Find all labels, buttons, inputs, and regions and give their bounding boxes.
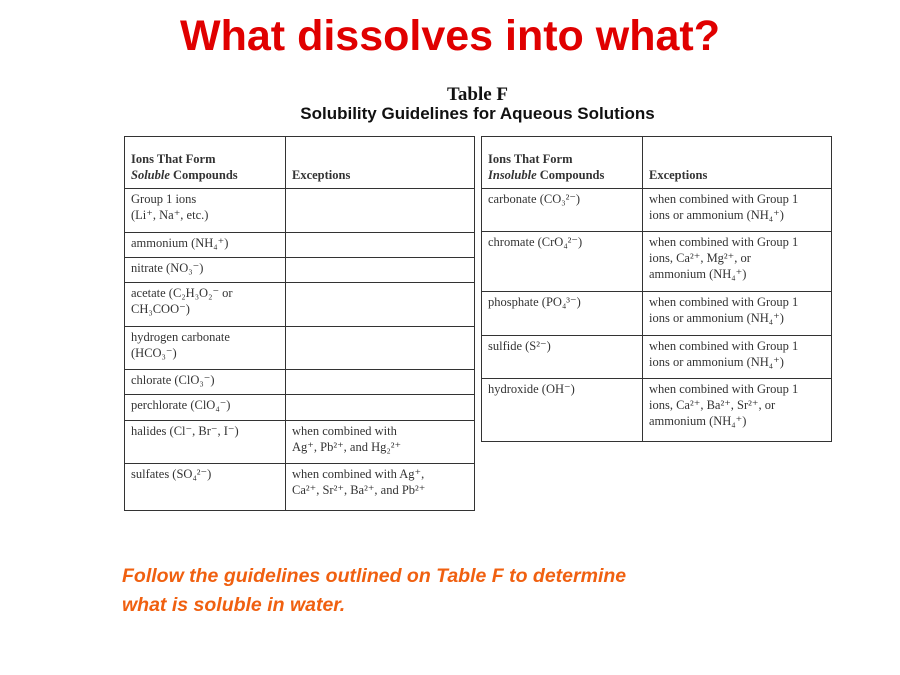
ion-name: Group 1 ions xyxy=(131,192,197,206)
exception-cell xyxy=(286,283,475,327)
table-row xyxy=(125,327,475,370)
header-italic-word: Insoluble xyxy=(488,168,537,182)
exception-cell xyxy=(286,327,475,370)
ion-name-cont: CH₃COO⁻) xyxy=(131,302,190,316)
ion-name: nitrate (NO₃⁻) xyxy=(125,258,286,283)
exception-cell xyxy=(286,370,475,395)
exception-cell xyxy=(286,189,475,233)
ion-name: sulfide (S²⁻) xyxy=(482,336,643,379)
soluble-compounds-table xyxy=(124,136,475,511)
table-row xyxy=(482,379,832,442)
table-row xyxy=(125,421,475,464)
ion-name: ammonium (NH₄⁺) xyxy=(125,233,286,258)
ion-name: sulfates (SO₄²⁻) xyxy=(125,464,286,511)
exception-text-cont: ions, Ca²⁺, Mg²⁺, or xyxy=(649,251,751,265)
table-row xyxy=(125,233,475,258)
insoluble-compounds-table xyxy=(481,136,832,442)
exception-text: when combined with Group 1 xyxy=(649,382,799,396)
header-rest: Compounds xyxy=(169,168,238,182)
exception-cell xyxy=(286,233,475,258)
ion-name: phosphate (PO₄³⁻) xyxy=(482,292,643,336)
table-row xyxy=(125,370,475,395)
table-row xyxy=(125,283,475,327)
exception-text-cont: Ag⁺, Pb²⁺, and Hg₂²⁺ xyxy=(292,440,402,454)
table-header-row xyxy=(482,137,832,189)
exception-text: when combined with xyxy=(292,424,397,438)
ion-name: acetate (C₂H₃O₂⁻ or xyxy=(131,286,233,300)
header-line: Ions That Form xyxy=(488,152,573,166)
table-label: Table F xyxy=(446,84,509,105)
exception-text-cont: ions or ammonium (NH₄⁺) xyxy=(649,311,784,325)
table-row xyxy=(482,336,832,379)
insoluble-ions-header xyxy=(482,137,643,189)
exception-text: when combined with Group 1 xyxy=(649,192,799,206)
table-row xyxy=(482,292,832,336)
footnote-line: Follow the guidelines outlined on Table F to determine xyxy=(122,565,627,587)
header-line: Ions That Form xyxy=(131,152,216,166)
ion-name: hydroxide (OH⁻) xyxy=(482,379,643,442)
table-row xyxy=(482,232,832,292)
ion-name: chlorate (ClO₃⁻) xyxy=(125,370,286,395)
ion-name-cont: (Li⁺, Na⁺, etc.) xyxy=(131,208,209,222)
ion-name: halides (Cl⁻, Br⁻, I⁻) xyxy=(125,421,286,464)
table-row xyxy=(125,464,475,511)
footnote xyxy=(122,562,822,620)
ion-name: carbonate (CO₃²⁻) xyxy=(482,189,643,232)
exception-text: when combined with Group 1 xyxy=(649,339,799,353)
exception-text-cont: ammonium (NH₄⁺) xyxy=(649,414,747,428)
exception-text-cont: Ca²⁺, Sr²⁺, Ba²⁺, and Pb²⁺ xyxy=(292,483,426,497)
exception-cell xyxy=(286,395,475,421)
ion-name-cont: (HCO₃⁻) xyxy=(131,346,177,360)
exception-text: when combined with Ag⁺, xyxy=(292,467,425,481)
header-italic-word: Soluble xyxy=(131,168,170,182)
soluble-exceptions-header: Exceptions xyxy=(286,137,475,189)
table-row xyxy=(125,258,475,283)
ion-name: hydrogen carbonate xyxy=(131,330,230,344)
soluble-ions-header xyxy=(125,137,286,189)
table-row xyxy=(482,189,832,232)
table-header-row xyxy=(125,137,475,189)
table-row xyxy=(125,395,475,421)
exception-text: when combined with Group 1 xyxy=(649,235,799,249)
ion-name: perchlorate (ClO₄⁻) xyxy=(125,395,286,421)
exception-text-cont: ions or ammonium (NH₄⁺) xyxy=(649,355,784,369)
header-rest: Compounds xyxy=(536,168,605,182)
insoluble-exceptions-header: Exceptions xyxy=(643,137,832,189)
footnote-line: what is soluble in water. xyxy=(122,594,346,616)
table-row xyxy=(125,189,475,233)
table-subtitle: Solubility Guidelines for Aqueous Solutions xyxy=(300,104,655,123)
exception-text-cont: ions, Ca²⁺, Ba²⁺, Sr²⁺, or xyxy=(649,398,776,412)
ion-name: chromate (CrO₄²⁻) xyxy=(482,232,643,292)
slide-title: What dissolves into what? xyxy=(180,12,720,60)
exception-text-cont: ions or ammonium (NH₄⁺) xyxy=(649,208,784,222)
exception-cell xyxy=(286,258,475,283)
exception-text: when combined with Group 1 xyxy=(649,295,799,309)
exception-text-cont: ammonium (NH₄⁺) xyxy=(649,267,747,281)
